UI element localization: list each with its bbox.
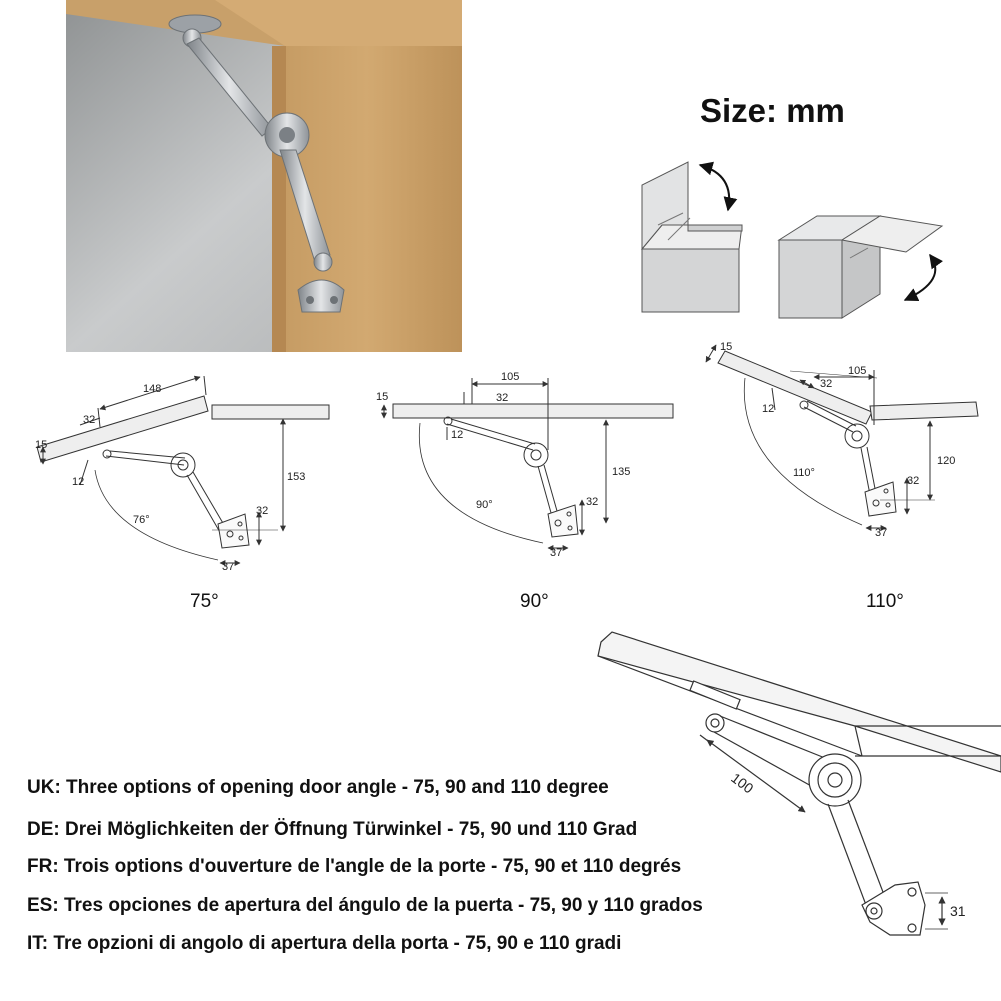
- dim-12: 12: [72, 476, 85, 488]
- description-it: IT: Tre opzioni di angolo di apertura della porta - 75, 90 e 110 gradi: [27, 933, 622, 954]
- box-opening-up-icon: [642, 162, 742, 312]
- arc-76: 76°: [133, 514, 150, 526]
- description-es: ES: Tres opciones de apertura del ángulo de la puerta - 75, 90 y 110 grados: [27, 895, 703, 916]
- description-de: DE: Drei Möglichkeiten der Öffnung Türwinkel - 75, 90 und 110 Grad: [27, 819, 638, 840]
- dim-32-bottom: 32: [907, 475, 920, 487]
- dim-37: 37: [875, 527, 888, 539]
- dim-31: 31: [950, 903, 966, 919]
- arc-110: 110°: [793, 467, 815, 479]
- dim-135: 135: [612, 466, 631, 478]
- angle-label-90: 90°: [520, 591, 549, 612]
- size-title: Size: mm: [700, 92, 845, 129]
- dim-37: 37: [550, 547, 563, 559]
- dim-148: 148: [143, 383, 162, 395]
- dim-15: 15: [376, 391, 389, 403]
- dim-32-top: 32: [820, 378, 833, 390]
- dim-32-top: 32: [496, 392, 509, 404]
- arc-90: 90°: [476, 499, 493, 511]
- diagram-75: [37, 376, 329, 563]
- dim-105: 105: [501, 371, 520, 383]
- dim-15: 15: [35, 439, 48, 451]
- dim-15: 15: [720, 341, 733, 353]
- dim-100: 100: [728, 769, 757, 797]
- diagram-110: [706, 345, 978, 528]
- dim-12: 12: [762, 403, 775, 415]
- dim-120: 120: [937, 455, 956, 467]
- dim-32-bottom: 32: [256, 505, 269, 517]
- dim-32-bottom: 32: [586, 496, 599, 508]
- description-uk: UK: Three options of opening door angle - 75, 90 and 110 degree: [27, 777, 609, 798]
- dim-153: 153: [287, 471, 306, 483]
- angle-label-75: 75°: [190, 591, 219, 612]
- angle-label-110: 110°: [866, 591, 904, 612]
- dim-105: 105: [848, 365, 867, 377]
- dim-37: 37: [222, 561, 235, 573]
- hinge-detail-drawing: [598, 632, 1001, 935]
- product-photo: [66, 0, 462, 352]
- dim-32-top: 32: [83, 414, 96, 426]
- box-opening-side-icon: [779, 216, 942, 318]
- description-fr: FR: Trois options d'ouverture de l'angle de la porte - 75, 90 et 110 degrés: [27, 856, 682, 877]
- dim-12: 12: [451, 429, 464, 441]
- diagram-90: [384, 378, 673, 548]
